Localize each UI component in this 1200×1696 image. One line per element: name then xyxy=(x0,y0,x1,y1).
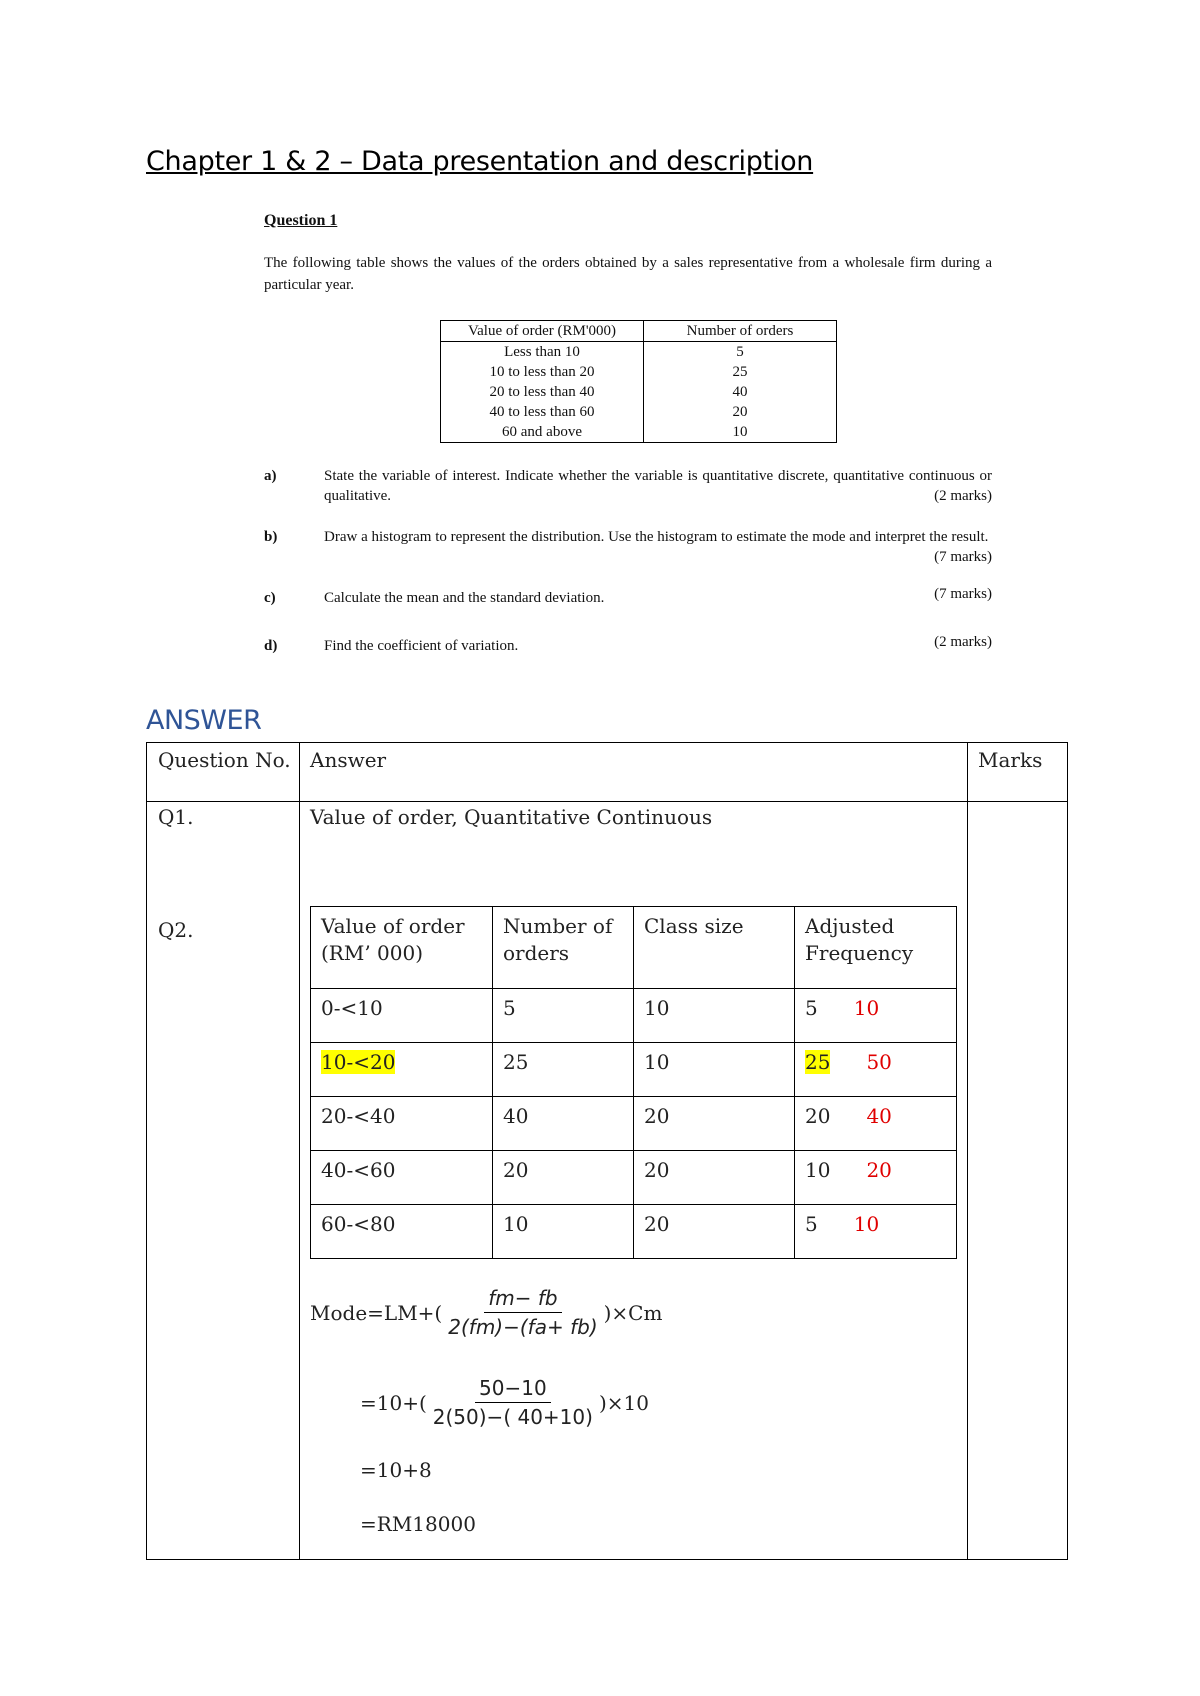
table-cell: 20 to less than 40 xyxy=(441,382,644,402)
formula-numerator: fm− fb xyxy=(484,1286,561,1313)
table-cell: 20 xyxy=(634,1205,795,1259)
table-row xyxy=(311,1151,957,1205)
table-cell xyxy=(311,1043,493,1097)
header-number-of-orders: Number of orders xyxy=(493,907,634,989)
formula-text: )×10 xyxy=(598,1390,649,1415)
table-cell: 20 xyxy=(493,1151,634,1205)
mode-step-2: =10+8 xyxy=(360,1458,432,1482)
table-row xyxy=(441,422,837,443)
header-class-size: Class size xyxy=(634,907,795,989)
table-cell: 10 xyxy=(493,1205,634,1259)
table-row xyxy=(311,1043,957,1097)
orders-table xyxy=(440,320,837,443)
q1-answer: Value of order, Quantitative Continuous xyxy=(310,805,713,829)
table-header-row xyxy=(311,907,957,989)
table-cell: 5 xyxy=(644,342,837,363)
sub-question-text: State the variable of interest. Indicate whether the variable is quantitative discrete, quantitative continuous or qualitative. xyxy=(324,468,992,504)
formula-fraction xyxy=(429,1376,597,1429)
formula-denominator: 2(fm)−(fa+ fb) xyxy=(448,1315,598,1339)
table-cell: 10 xyxy=(634,1043,795,1097)
sub-question-marks: (2 marks) xyxy=(934,488,992,504)
question-heading: Question 1 xyxy=(264,212,338,229)
table-cell: 25 50 xyxy=(795,1043,957,1097)
table-cell: 40 xyxy=(644,382,837,402)
header-marks: Marks xyxy=(978,748,1043,772)
sub-question-letter: b) xyxy=(264,529,278,545)
formula-text: =10+( xyxy=(360,1390,427,1415)
q1-label: Q1. xyxy=(158,805,194,829)
table-cell: 20 40 xyxy=(795,1097,957,1151)
sub-question-text: Calculate the mean and the standard deviation. xyxy=(324,590,605,606)
table-row xyxy=(311,989,957,1043)
table-cell: 5 10 xyxy=(795,1205,957,1259)
table-row xyxy=(441,402,837,422)
formula-fraction xyxy=(444,1286,601,1339)
sub-question-letter: d) xyxy=(264,638,278,654)
mode-step-1 xyxy=(360,1376,649,1429)
question-scan xyxy=(264,212,1000,654)
sub-question-text: Draw a histogram to represent the distribution. Use the histogram to estimate the mode and interpret the result. xyxy=(324,529,989,545)
table-cell: 40 to less than 60 xyxy=(441,402,644,422)
table-cell: 5 10 xyxy=(795,989,957,1043)
formula-text: Mode=LM+( xyxy=(310,1300,443,1325)
orders-table-header-value: Value of order (RM'000) xyxy=(441,321,644,342)
table-cell: 10 20 xyxy=(795,1151,957,1205)
sub-question-marks: (7 marks) xyxy=(934,549,992,565)
table-cell: 20 xyxy=(634,1097,795,1151)
table-cell: 20-<40 xyxy=(311,1097,493,1151)
highlighted-modal-class: 10-<20 xyxy=(321,1050,396,1074)
header-answer: Answer xyxy=(310,748,387,772)
table-cell: 25 xyxy=(644,362,837,382)
highlighted-modal-frequency: 25 xyxy=(805,1050,831,1074)
header-question-no: Question No. xyxy=(158,748,291,772)
table-cell: 60-<80 xyxy=(311,1205,493,1259)
column-divider xyxy=(299,743,300,1559)
table-cell: 10 to less than 20 xyxy=(441,362,644,382)
formula-denominator: 2(50)−( 40+10) xyxy=(432,1405,593,1429)
column-divider xyxy=(967,743,968,1559)
mode-formula xyxy=(310,1286,662,1339)
table-cell: 20 xyxy=(644,402,837,422)
sub-question-marks: (7 marks) xyxy=(934,586,992,602)
sub-question-marks: (2 marks) xyxy=(934,634,992,650)
orders-table-header-number: Number of orders xyxy=(644,321,837,342)
q2-label: Q2. xyxy=(158,918,194,942)
adjusted-frequency-table xyxy=(310,906,957,1259)
table-row xyxy=(441,362,837,382)
formula-numerator: 50−10 xyxy=(475,1376,551,1403)
table-cell: Less than 10 xyxy=(441,342,644,363)
table-row xyxy=(441,382,837,402)
sub-question-letter: a) xyxy=(264,468,277,484)
sub-question-text: Find the coefficient of variation. xyxy=(324,638,519,654)
table-cell: 20 xyxy=(634,1151,795,1205)
table-row xyxy=(311,1205,957,1259)
answer-heading: ANSWER xyxy=(146,705,262,736)
header-value-of-order: Value of order (RM’ 000) xyxy=(311,907,493,989)
table-cell: 10 xyxy=(644,422,837,443)
table-cell: 25 xyxy=(493,1043,634,1097)
sub-question-letter: c) xyxy=(264,590,276,606)
table-row xyxy=(441,342,837,363)
mode-result: =RM18000 xyxy=(360,1512,476,1536)
question-intro: The following table shows the values of the orders obtained by a sales representative from a wholesale firm during a particular year. xyxy=(264,255,992,293)
formula-text: )×Cm xyxy=(603,1300,663,1325)
header-adjusted-frequency: Adjusted Frequency xyxy=(795,907,957,989)
table-cell: 10 xyxy=(634,989,795,1043)
table-cell: 40-<60 xyxy=(311,1151,493,1205)
table-row xyxy=(311,1097,957,1151)
table-cell: 60 and above xyxy=(441,422,644,443)
table-cell: 5 xyxy=(493,989,634,1043)
row-divider xyxy=(147,801,1067,802)
table-cell: 40 xyxy=(493,1097,634,1151)
table-cell: 0-<10 xyxy=(311,989,493,1043)
chapter-title: Chapter 1 & 2 – Data presentation and description xyxy=(146,146,814,177)
